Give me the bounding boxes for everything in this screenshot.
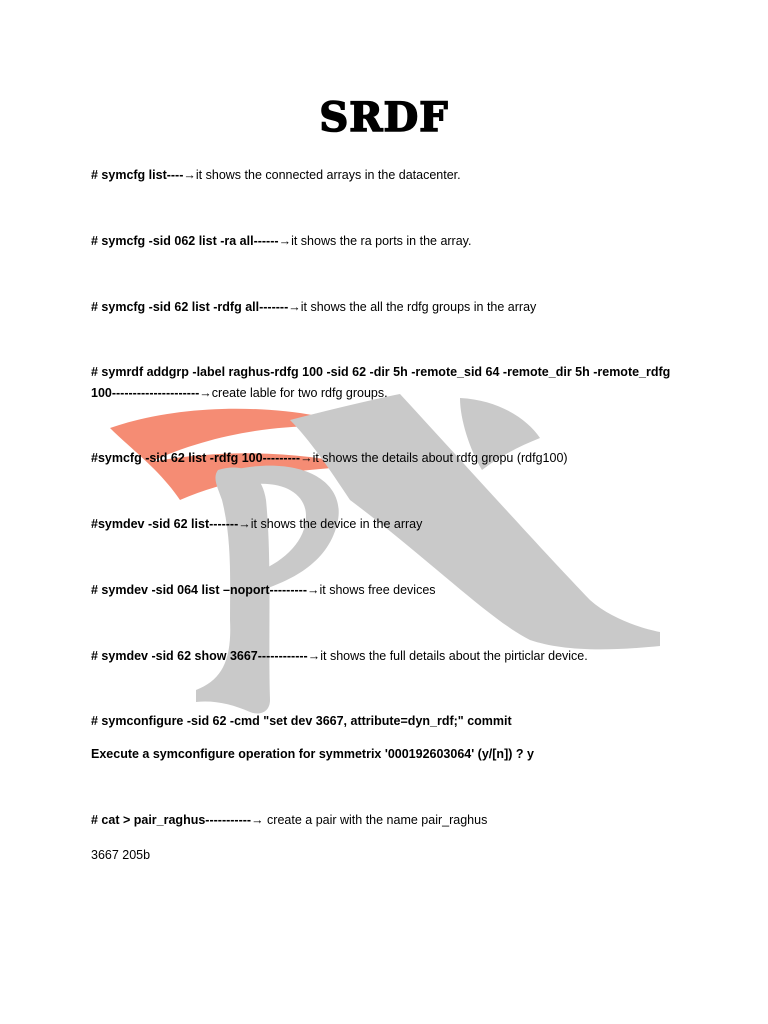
description-text: it shows the connected arrays in the datacenter.	[195, 168, 461, 182]
arrow-icon: →	[300, 451, 313, 465]
command-text: 100---------------------	[91, 386, 200, 400]
description-text: it shows the details about rdfg gropu (rdfg100)	[312, 451, 568, 465]
entry-symdev-show	[91, 646, 588, 667]
entry-cat-pair	[91, 810, 487, 831]
arrow-icon: →	[238, 517, 251, 531]
arrow-icon: →	[307, 649, 321, 663]
command-text: # symrdf addgrp -label raghus-rdfg 100 -sid 62 -dir 5h -remote_sid 64 -remote_dir 5h -remote_rdfg	[91, 365, 671, 379]
entry-symcfg-rdfg-all	[91, 297, 536, 318]
description-text: create a pair with the name pair_raghus	[263, 813, 488, 827]
entry-symrdf-addgrp-continued	[91, 383, 388, 404]
arrow-icon: →	[278, 234, 292, 248]
command-text: # symdev -sid 064 list –noport---------	[91, 583, 307, 597]
pair-values-text: 3667 205b	[91, 848, 151, 862]
description-text: it shows the all the rdfg groups in the array	[300, 300, 537, 314]
command-text: # symcfg -sid 62 list -rdfg all-------	[91, 300, 289, 314]
entry-symdev-noport	[91, 580, 436, 601]
arrow-icon: →	[199, 386, 212, 400]
command-text: # symdev -sid 62 show 3667------------	[91, 649, 308, 663]
entry-symconfigure-prompt	[91, 744, 534, 765]
command-text: #symcfg -sid 62 list -rdfg 100---------	[91, 451, 301, 465]
description-text: create lable for two rdfg groups.	[211, 386, 388, 400]
entry-symrdf-addgrp	[91, 362, 670, 383]
command-text: # symcfg -sid 062 list -ra all------	[91, 234, 279, 248]
document-title: SRDF	[319, 94, 449, 141]
description-text: it shows the ra ports in the array.	[291, 234, 472, 248]
arrow-icon: →	[183, 168, 196, 182]
command-text: #symdev -sid 62 list-------	[91, 517, 239, 531]
entry-pair-values	[91, 845, 150, 866]
entry-symcfg-list	[91, 165, 461, 186]
description-text: it shows the device in the array	[250, 517, 423, 531]
arrow-icon: →	[307, 583, 320, 597]
command-text: # symcfg list----	[91, 168, 184, 182]
description-text: it shows the full details about the pirticlar device.	[320, 649, 588, 663]
entry-symcfg-rdfg-100	[91, 448, 568, 469]
arrow-icon: →	[251, 813, 264, 827]
description-text: it shows free devices	[319, 583, 436, 597]
entry-symconfigure	[91, 711, 512, 732]
entry-symcfg-ra	[91, 231, 471, 252]
prompt-text: Execute a symconfigure operation for symmetrix '000192603064' (y/[n]) ? y	[91, 747, 534, 761]
arrow-icon: →	[288, 300, 301, 314]
command-text: # symconfigure -sid 62 -cmd "set dev 3667, attribute=dyn_rdf;" commit	[91, 714, 512, 728]
entry-symdev-list	[91, 514, 422, 535]
command-text: # cat > pair_raghus-----------	[91, 813, 252, 827]
